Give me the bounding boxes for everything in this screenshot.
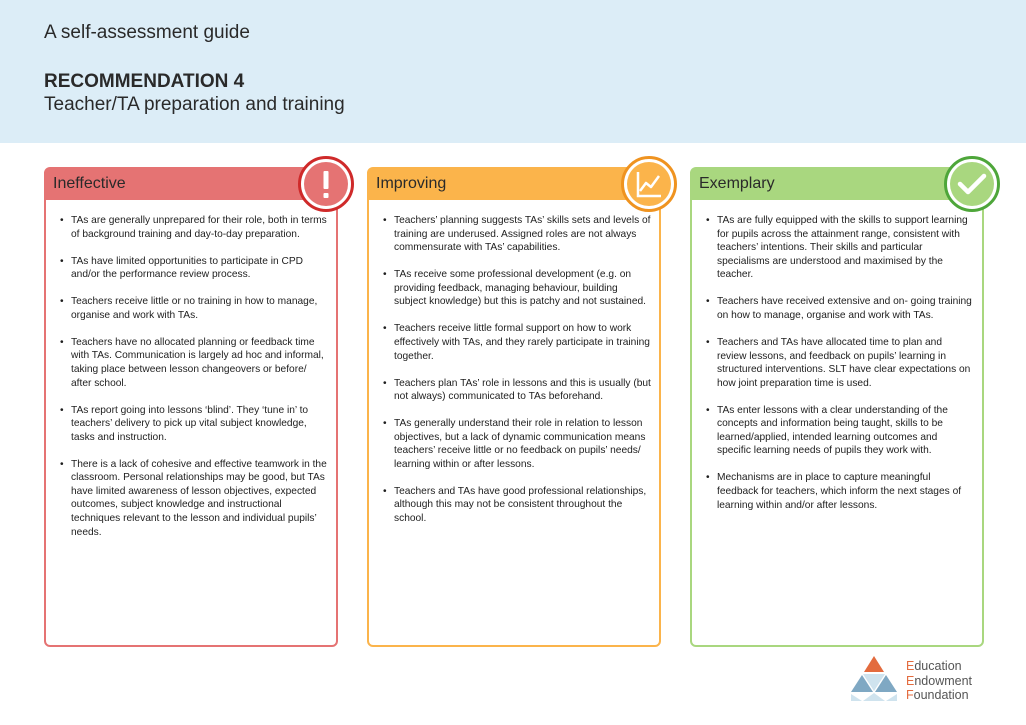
- list-item: • Teachers plan TAs’ role in lessons and this is usually (but not always) communicated to TAs beforehand.: [383, 377, 651, 404]
- list-item: • Teachers have no allocated planning or feedback time with TAs. Communication is largely ad hoc and informal, taking place between lesson changeovers or before/ after school.: [60, 336, 328, 390]
- card-list: [383, 214, 651, 539]
- logo-word: ducation: [914, 659, 962, 673]
- checkmark-icon: [944, 156, 1000, 212]
- card-list: [60, 214, 328, 553]
- triangle-logo-icon: [850, 655, 898, 703]
- card-ineffective: [44, 167, 338, 647]
- header-banner: [0, 0, 1026, 143]
- logo-word: ndowment: [914, 673, 973, 688]
- card-header: [369, 169, 659, 200]
- card-exemplary: [690, 167, 984, 647]
- exclamation-icon: [298, 156, 354, 212]
- card-list: [706, 214, 974, 526]
- trend-chart-icon: [621, 156, 677, 212]
- eef-logo: [850, 655, 1000, 705]
- logo-word: oundation: [913, 688, 969, 702]
- list-item: • Teachers and TAs have allocated time to plan and review lessons, and feedback on pupils’ learning in structured interventions. SLT have clear expectations on how joint preparation time is used.: [706, 336, 974, 390]
- card-label: Improving: [376, 175, 447, 192]
- list-item: • Teachers receive little or no training in how to manage, organise and work with TAs.: [60, 295, 328, 322]
- recommendation-number: RECOMMENDATION 4: [44, 71, 245, 92]
- list-item: • TAs receive some professional development (e.g. on providing feedback, managing behaviour, building subject knowledge) but this is patchy and not sustained.: [383, 268, 651, 309]
- logo-initial: E: [906, 659, 915, 673]
- card-label: Exemplary: [699, 175, 775, 192]
- list-item: • TAs enter lessons with a clear understanding of the concepts and information being taught, skills to be learned/applied, intended learning outcomes and specific learning needs of pupils they work with.: [706, 404, 974, 458]
- list-item: • Mechanisms are in place to capture meaningful feedback for teachers, which inform the next stages of learning within and/or after lessons.: [706, 471, 974, 512]
- logo-initial: F: [906, 688, 914, 702]
- list-item: • TAs are fully equipped with the skills to support learning for pupils across the attainment range, consistent with teachers’ intentions. Their skills and particular specialisms are understood and maximised by the teacher.: [706, 214, 974, 282]
- card-improving: [367, 167, 661, 647]
- card-label: Ineffective: [53, 175, 126, 192]
- guide-title: A self-assessment guide: [44, 22, 250, 43]
- list-item: • Teachers have received extensive and on- going training on how to manage, organise and work with TAs.: [706, 295, 974, 322]
- list-item: • Teachers’ planning suggests TAs’ skills sets and levels of training are underused. Assigned roles are not always commensurate with TAs’ capabilities.: [383, 214, 651, 255]
- list-item: • TAs are generally unprepared for their role, both in terms of background training and day-to-day preparation.: [60, 214, 328, 241]
- list-item: • TAs generally understand their role in relation to lesson objectives, but a lack of dynamic communication means teachers’ receive little or no feedback on pupils’ needs/ learning within or after lessons.: [383, 417, 651, 471]
- list-item: • TAs report going into lessons ‘blind’. They ‘tune in’ to teachers’ delivery to pick up vital subject knowledge, tasks and instruction.: [60, 404, 328, 445]
- list-item: • There is a lack of cohesive and effective teamwork in the classroom. Personal relationships may be good, but TAs have limited awareness of lesson objectives, expected outcomes, subject knowledge and instructional techniques relevant to the lesson and individual pupils’ needs.: [60, 458, 328, 540]
- list-item: • TAs have limited opportunities to participate in CPD and/or the performance review process.: [60, 255, 328, 282]
- logo-text: [906, 659, 972, 703]
- card-header: [46, 169, 336, 200]
- card-header: [692, 169, 982, 200]
- logo-initial: E: [906, 673, 915, 688]
- recommendation-title: Teacher/TA preparation and training: [44, 94, 345, 115]
- list-item: • Teachers and TAs have good professional relationships, although this may not be consistent throughout the school.: [383, 485, 651, 526]
- list-item: • Teachers receive little formal support on how to work effectively with TAs, and they rarely participate in training together.: [383, 322, 651, 363]
